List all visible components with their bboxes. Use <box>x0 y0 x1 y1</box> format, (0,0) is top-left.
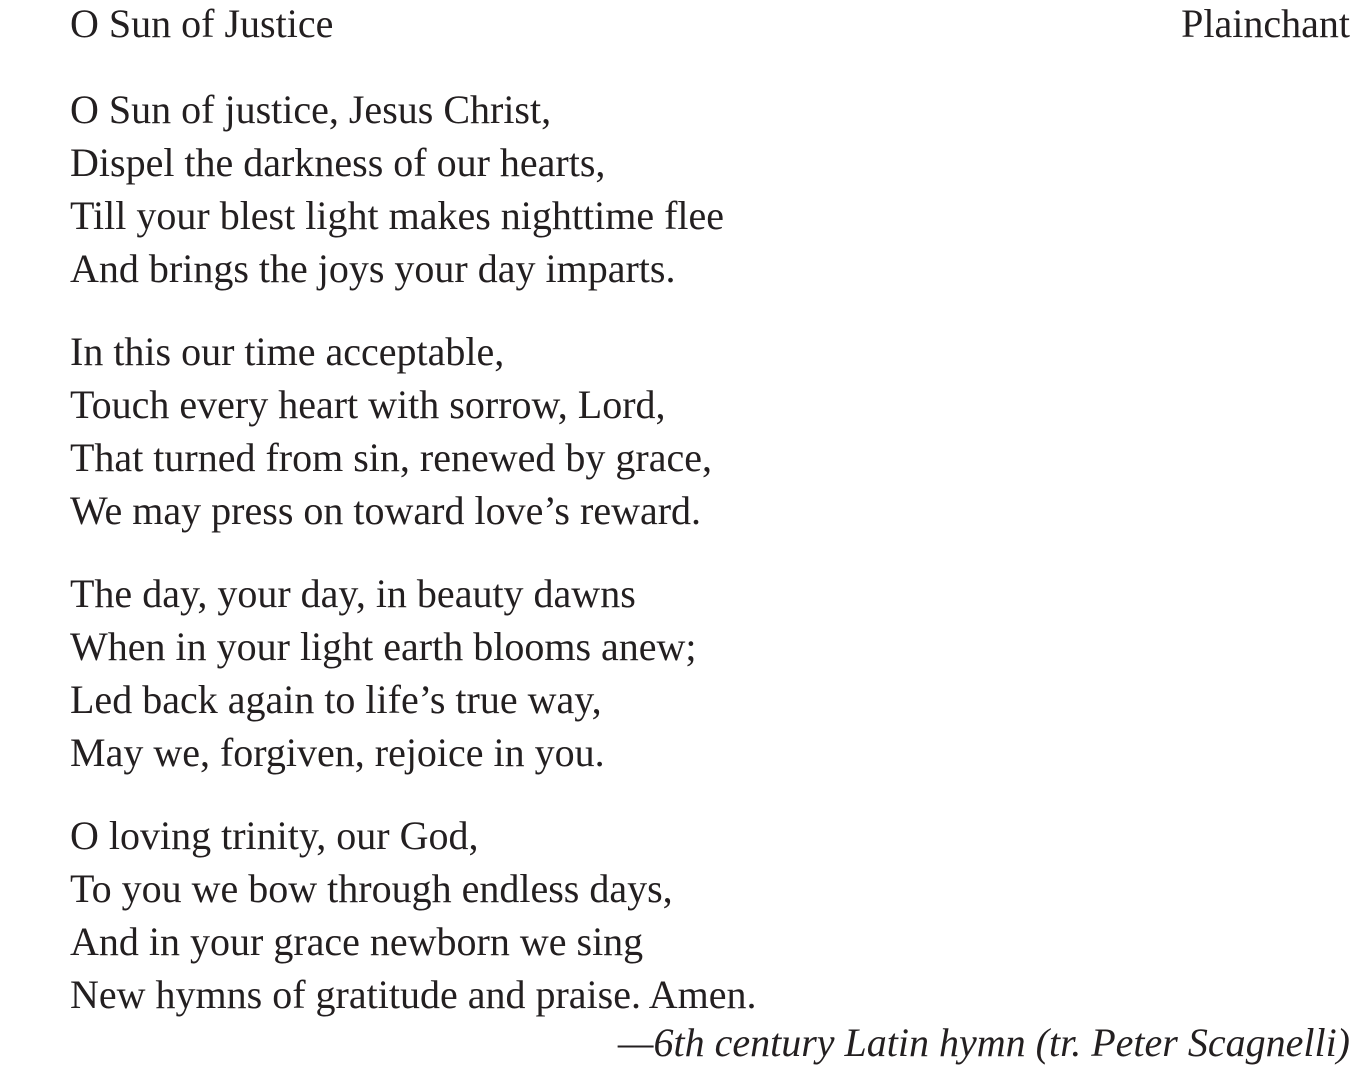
verse-line: Dispel the darkness of our hearts, <box>70 140 606 185</box>
verse-line: In this our time acceptable, <box>70 329 505 374</box>
verse-line: New hymns of gratitude and praise. Amen. <box>70 972 757 1017</box>
verse-line: O loving trinity, our God, <box>70 813 479 858</box>
verse-line: May we, forgiven, rejoice in you. <box>70 730 605 775</box>
hymn-header <box>70 0 1350 52</box>
hymn-attribution: —6th century Latin hymn (tr. Peter Scagnelli) <box>617 1020 1350 1065</box>
verse-4 <box>70 809 1070 1021</box>
verse-line: When in your light earth blooms anew; <box>70 624 697 669</box>
verse-line: Touch every heart with sorrow, Lord, <box>70 382 666 427</box>
verse-line: O Sun of justice, Jesus Christ, <box>70 87 552 132</box>
verse-line: To you we bow through endless days, <box>70 866 673 911</box>
verse-2 <box>70 325 1070 537</box>
verse-line: We may press on toward love’s reward. <box>70 488 702 533</box>
verse-line: Till your blest light makes nighttime flee <box>70 193 725 238</box>
hymn-verses <box>70 83 1070 1051</box>
verse-line: And brings the joys your day imparts. <box>70 246 676 291</box>
verse-line: And in your grace newborn we sing <box>70 919 644 964</box>
verse-line: Led back again to life’s true way, <box>70 677 602 722</box>
verse-line: That turned from sin, renewed by grace, <box>70 435 712 480</box>
hymn-tune: Plainchant <box>1181 1 1350 46</box>
hymn-title: O Sun of Justice <box>70 1 334 46</box>
verse-1 <box>70 83 1070 295</box>
verse-3 <box>70 567 1070 779</box>
verse-line: The day, your day, in beauty dawns <box>70 571 636 616</box>
